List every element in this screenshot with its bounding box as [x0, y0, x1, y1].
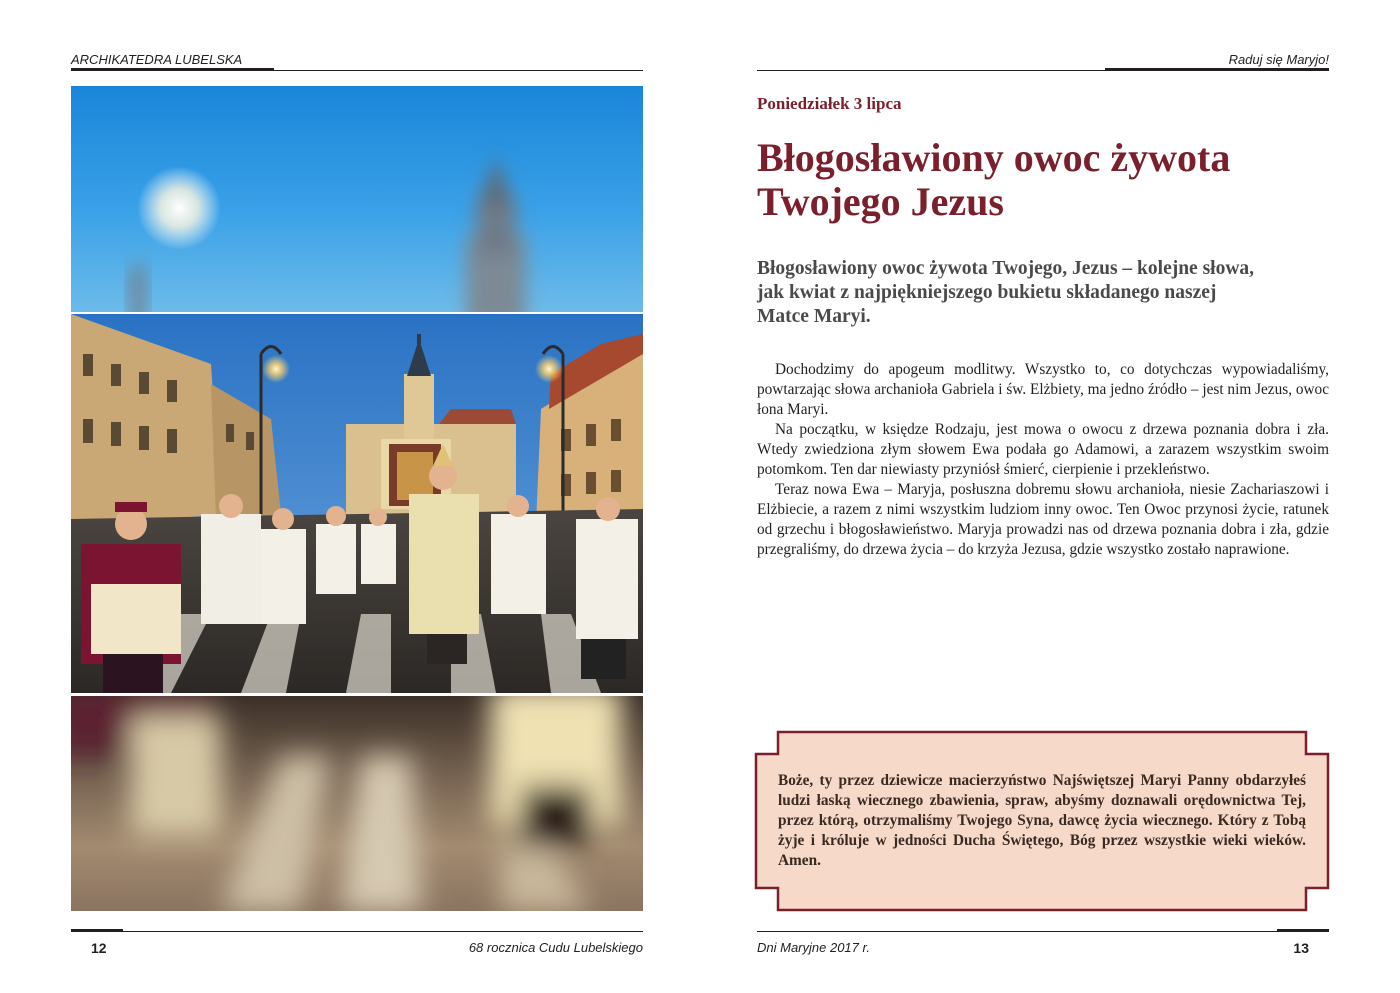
tower-silhouette-blurred: [466, 156, 526, 312]
footer-rule-right: [757, 931, 1329, 932]
body-paragraph-3: Teraz nowa Ewa – Maryja, posłuszna dobremu słowu archanioła, niesie Zachariaszowi i Elżbiecie, a razem z nimi wszystkim ludziom inny owoc. Ten Owoc przynosi życie, ratunek od grzechu i błogosławieństwo. Maryja prowadzi nas od drzewa poznania dobra i zła, gdzie przegraliśmy, do drzewa życia – do krzyża Jezusa, gdzie wszystko zostało naprawione.: [757, 481, 1329, 558]
lead-line-2: jak kwiat z najpiękniejszego bukietu składanego naszej: [757, 282, 1217, 303]
page-number-left: 12: [91, 940, 107, 956]
footer-text-right: Dni Maryjne 2017 r.: [757, 940, 870, 955]
right-page: [700, 0, 1400, 993]
header-rule-accent-right: [1105, 68, 1329, 71]
body-paragraph-2: Na początku, w księdze Rodzaju, jest mowa o owocu z drzewa poznania dobra i zła. Wtedy zwiedziona złym słowem Ewa podała go Adamowi, a zarazem wszystkim swoim potomkom. Ten dar niewiasty przyniósł śmierć, cierpienie i przekleństwo.: [757, 421, 1329, 478]
header-rule-accent-left: [71, 68, 274, 71]
body-paragraph-1: Dochodzimy do apogeum modlitwy. Wszystko to, co dotychczas wypowiadaliśmy, powtarzając słowa archanioła Gabriela i św. Elżbiety, ma jedno źródło – jest nim Jezus, owoc łona Maryi.: [757, 361, 1329, 418]
sky-blur-shapes: [71, 86, 643, 312]
footer-rule-accent-right: [1277, 929, 1329, 932]
dateline: Poniedziałek 3 lipca: [757, 94, 902, 113]
footer-text-left: 68 rocznica Cudu Lubelskiego: [468, 940, 643, 955]
street-lamp-glow: [137, 166, 221, 250]
page-title: [757, 136, 1357, 224]
procession-photo-icon: [71, 314, 643, 693]
body-text: [757, 360, 1329, 560]
prayer-text: Boże, ty przez dziewicze macierzyństwo Najświętszej Maryi Panny obdarzyłeś ludzi łaską wiecznego zbawienia, spraw, abyśmy doznawali orędownictwa Tej, przez którą, otrzymaliśmy Twojego Syna, dawcę życia wiecznego. Który z Tobą żyje i króluje w jedności Ducha Świętego, Bóg przez wszystkie wieki wieków. Amen.: [778, 772, 1306, 869]
title-line-1: Błogosławiony owoc żywota: [757, 135, 1231, 180]
title-line-2: Twojego Jezus: [757, 179, 1004, 224]
lead-line-3: Matce Maryi.: [757, 306, 871, 327]
page-number-right: 13: [1293, 940, 1309, 956]
street-blur-shapes: [71, 696, 643, 911]
lead-line-1: Błogosławiony owoc żywota Twojego, Jezus – kolejne słowa,: [757, 258, 1255, 279]
running-head-right: Raduj się Maryjo!: [1228, 52, 1329, 67]
running-head-left: ARCHIKATEDRA LUBELSKA: [71, 52, 243, 67]
lead-paragraph: [757, 257, 1317, 329]
photo-sky-blurred: [71, 86, 643, 312]
photo-procession: [71, 314, 643, 693]
photo-street-blurred: [71, 696, 643, 911]
footer-rule-left: [71, 931, 643, 932]
